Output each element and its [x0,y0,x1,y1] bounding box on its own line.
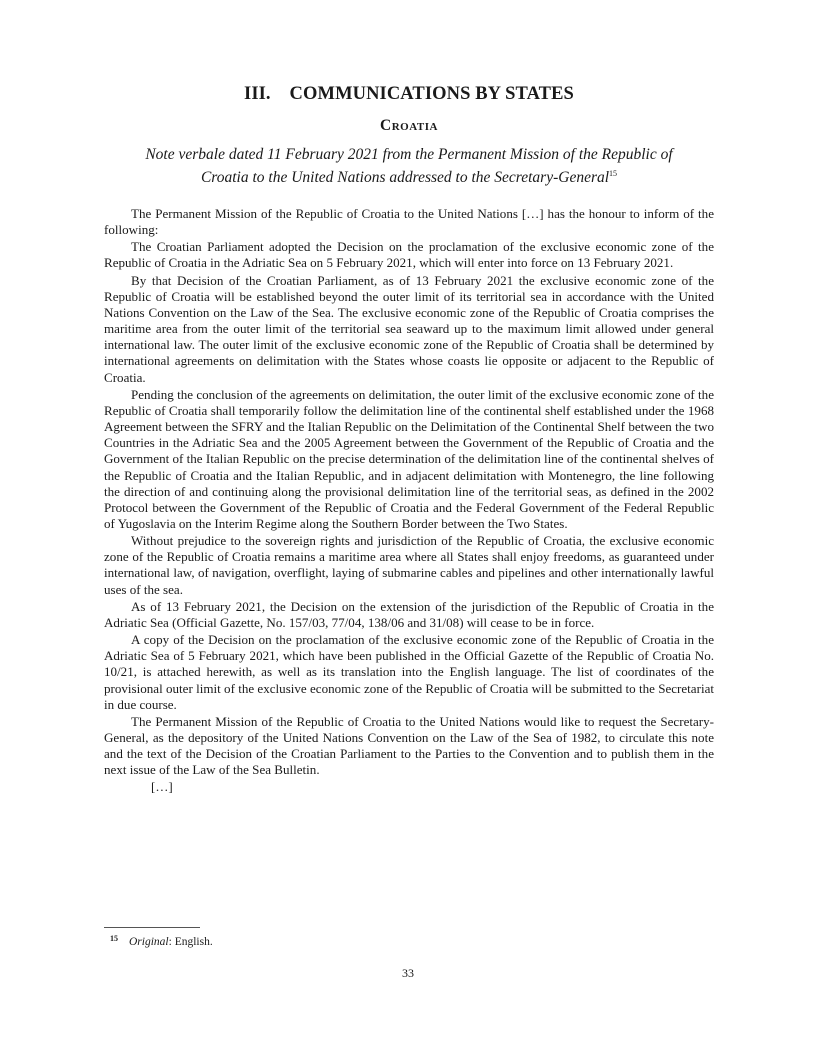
note-title [128,145,690,187]
paragraph: The Permanent Mission of the Republic of Croatia to the United Nations […] has the honour to inform of the following: [104,206,714,238]
paragraph: By that Decision of the Croatian Parliament, as of 13 February 2021 the exclusive economic zone of the Republic of Croatia will be established beyond the outer limit of its territorial sea in accordance with the United Nations Convention on the Law of the Sea. The exclusive economic zone of the Republic of Croatia comprises the maritime area from the outer limit of the territorial sea seaward up to the maximum limit allowed under general international law. The outer limit of the exclusive economic zone of the Republic of Croatia shall be determined by international agreements on delimitation with the States whose coasts lie opposite or adjacent to the Republic of Croatia. [104,272,714,385]
footnote [110,934,213,948]
footnote-divider [104,927,200,928]
paragraph: A copy of the Decision on the proclamation of the exclusive economic zone of the Republic of Croatia in the Adriatic Sea of 5 February 2021, which have been published in the Official Gazette of the Republic of Croatia No. 10/21, is attached herewith, as well as its translation into the English language. The list of coordinates of the provisional outer limit of the exclusive economic zone of the Republic of Croatia will be submitted to the Secretariat in due course. [104,632,714,712]
page-number: 33 [402,966,414,980]
footnote-number: 15 [110,934,118,943]
section-title: III. COMMUNICATIONS BY STATES [244,84,574,104]
paragraph: Without prejudice to the sovereign rights and jurisdiction of the Republic of Croatia, the exclusive economic zone of the Republic of Croatia remains a maritime area where all States shall enjoy freedoms, as guaranteed under international law, of navigation, overflight, laying of submarine cables and pipelines and other internationally lawful uses of the sea. [104,533,714,597]
paragraph: Pending the conclusion of the agreements on delimitation, the outer limit of the exclusive economic zone of the Republic of Croatia shall temporarily follow the delimitation line of the continental shelf established under the 1968 Agreement between the SFRY and the Italian Republic on the Delimitation of the Continental Shelf between the two Countries in the Adriatic Sea and the 2005 Agreement between the Government of the Republic of Croatia and the Government of the Italian Republic on the precise determination of the delimitation line of the continental shelves of the Republic of Croatia and the Italian Republic, and in adjacent delimitation with Montenegro, the line following the direction of and continuing along the provisional delimitation line of the territorial seas, as defined in the 2002 Protocol between the Government of the Republic of Croatia and the Federal Government of the Federal Republic of Yugoslavia on the Interim Regime along the Southern Border between the Two States. [104,386,714,531]
footnote-text: : English. [168,936,213,948]
paragraph: The Croatian Parliament adopted the Decision on the proclamation of the exclusive economic zone of the Republic of Croatia in the Adriatic Sea on 5 February 2021, which will enter into force on 13 February 2021. [104,239,714,271]
document-page [104,84,714,795]
note-body [104,206,714,778]
footnote-label: Original [129,936,169,948]
closing-ellipsis: […] [151,779,173,795]
footnote-reference[interactable]: 15 [609,169,618,178]
note-title-text: Note verbale dated 11 February 2021 from the Permanent Mission of the Republic of Croatia to the United Nations addressed to the Secretary-General [145,146,673,186]
paragraph: As of 13 February 2021, the Decision on the extension of the jurisdiction of the Republic of Croatia in the Adriatic Sea (Official Gazette, No. 157/03, 77/04, 138/06 and 31/08) will cease to be in force. [104,598,714,630]
paragraph: The Permanent Mission of the Republic of Croatia to the United Nations would like to request the Secretary-General, as the depository of the United Nations Convention on the Law of the Sea of 1982, to circulate this note and the text of the Decision of the Croatian Parliament to the Parties to the Convention and to publish them in the next issue of the Law of the Sea Bulletin. [104,713,714,778]
country-heading: Croatia [380,117,438,134]
